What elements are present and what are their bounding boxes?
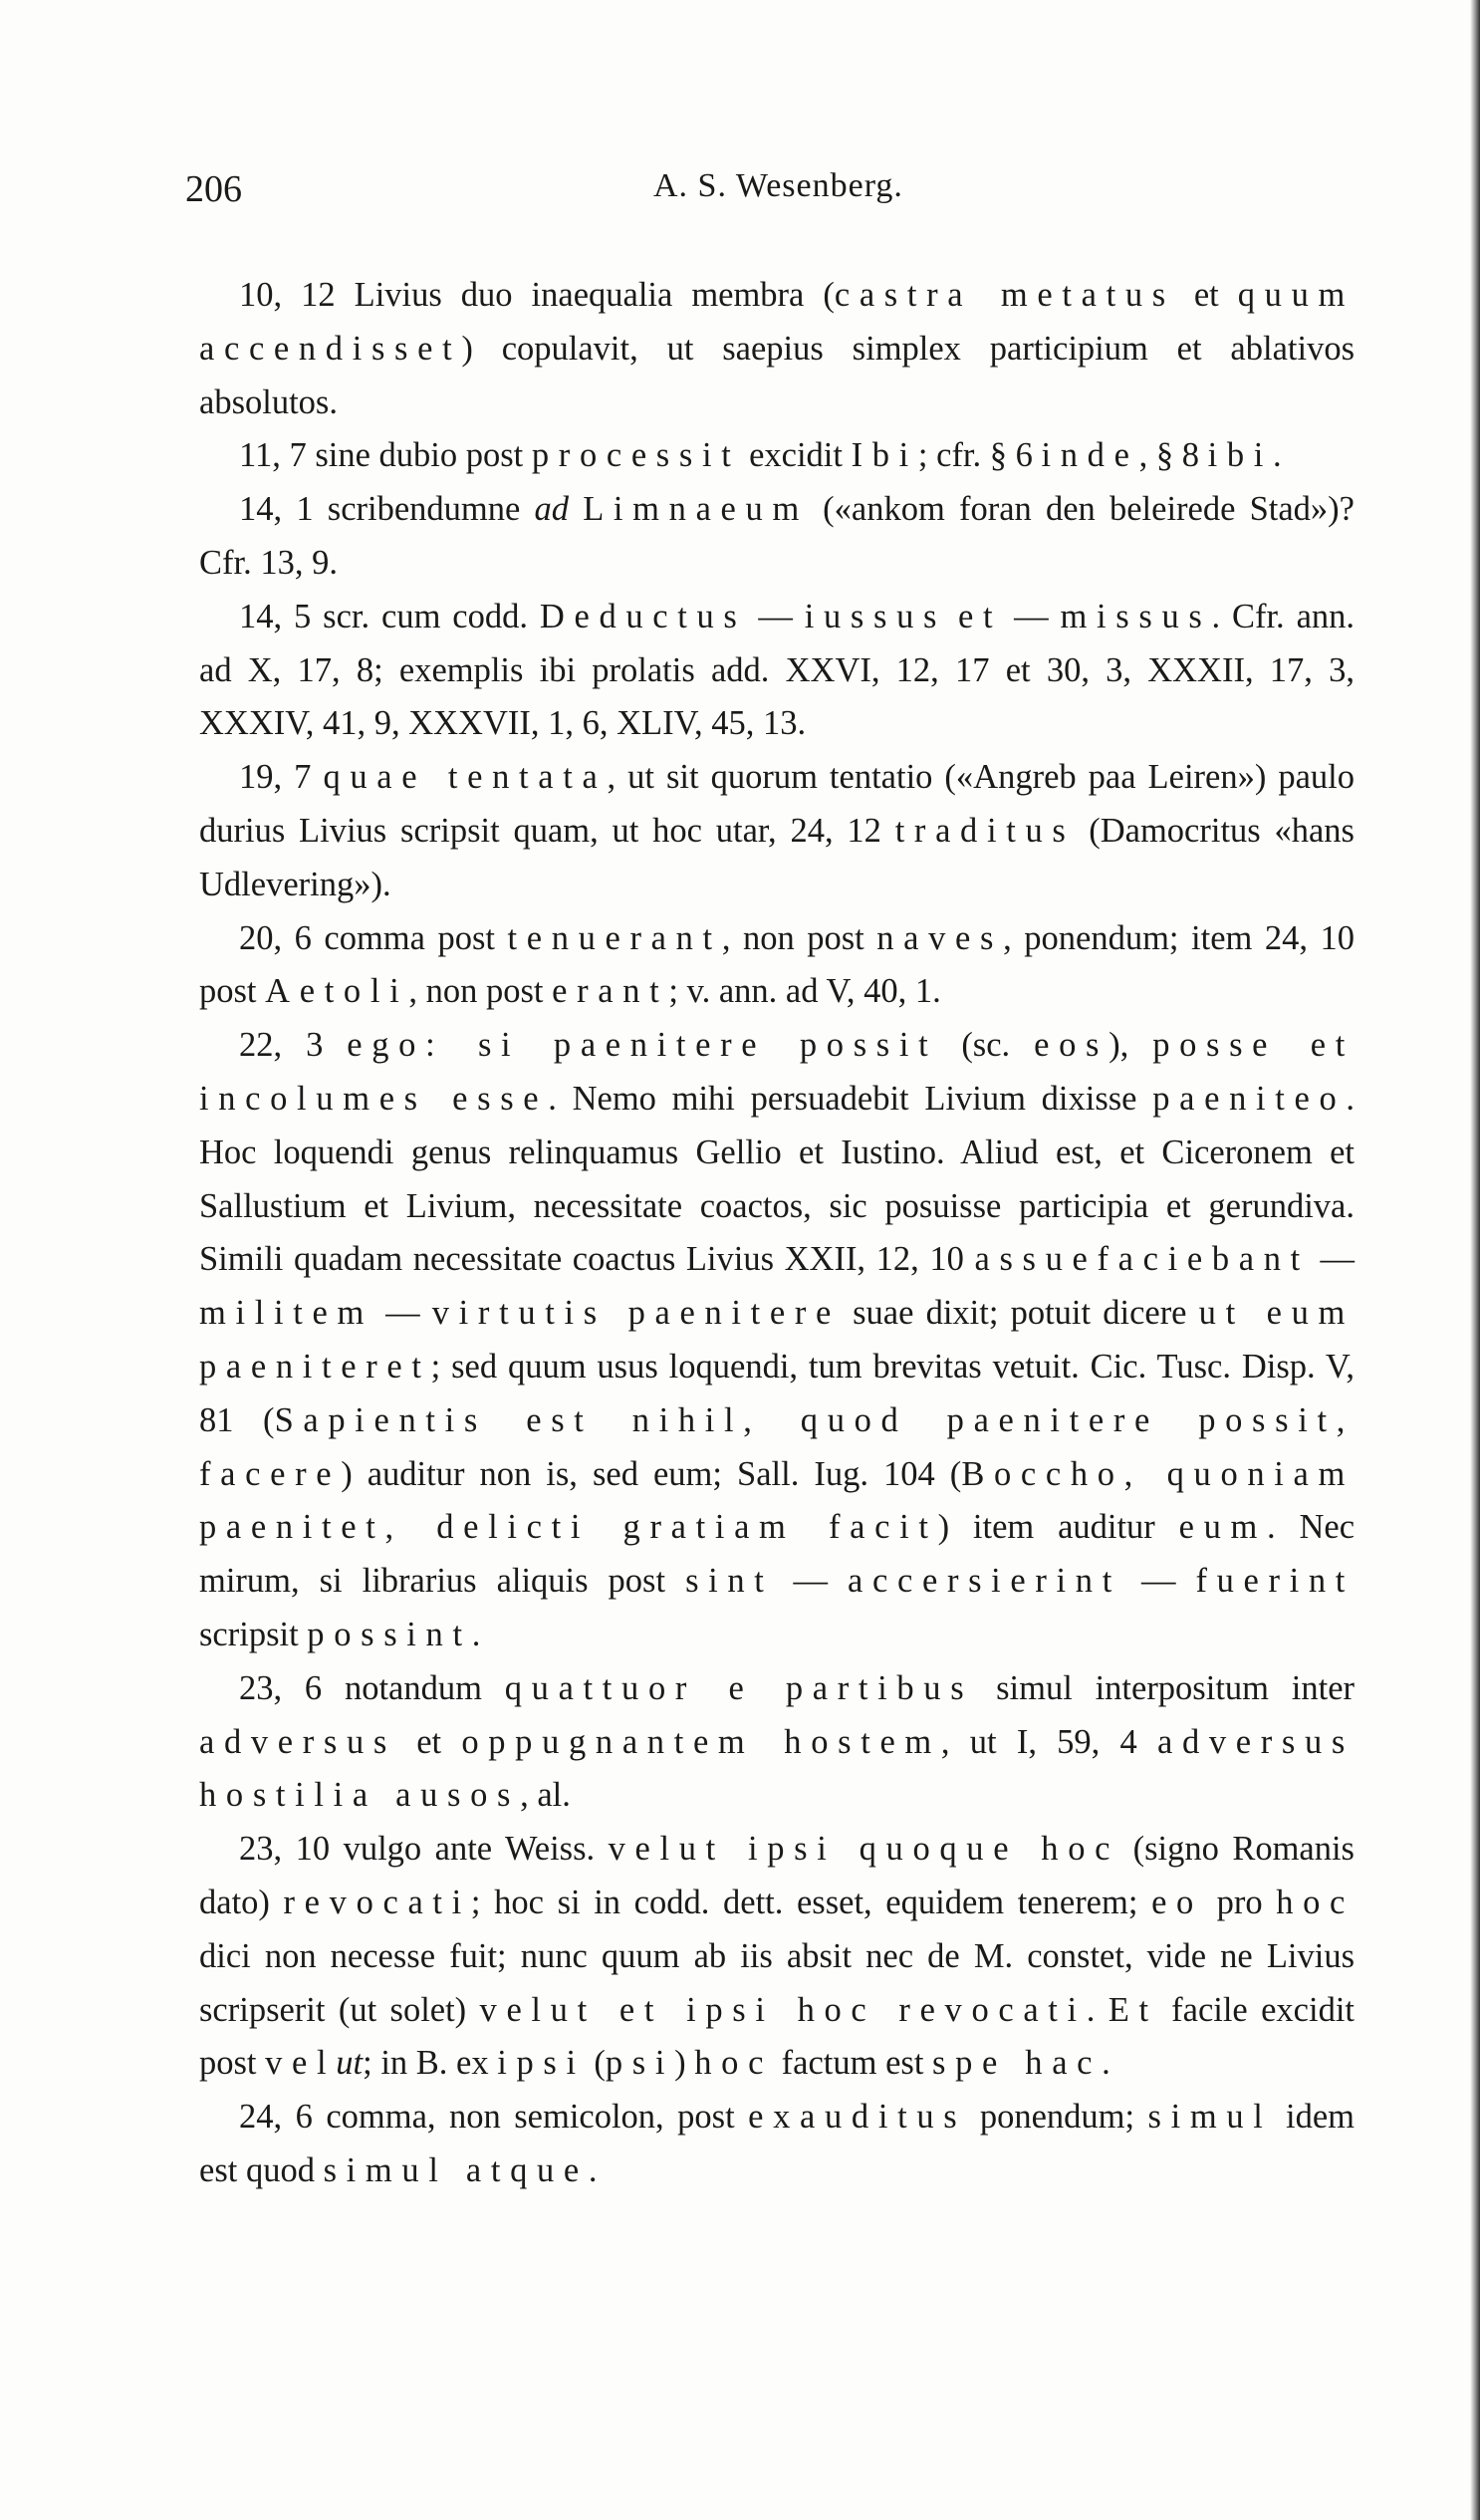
text-run: factum est	[773, 2044, 933, 2083]
text-run: , non post	[408, 972, 553, 1011]
paragraph	[199, 591, 1355, 751]
text-run: —	[1309, 1240, 1355, 1279]
spaced-text: posse et incolumes esse	[199, 1026, 1355, 1118]
italic-text: ut	[336, 2044, 364, 2083]
spaced-text: inde	[1041, 436, 1139, 475]
spaced-text: castra metatus	[834, 276, 1175, 314]
text-run: (sc.	[937, 1026, 1035, 1065]
spaced-text: tenuerant	[507, 918, 722, 957]
spaced-text: quattuor e partibus	[504, 1668, 974, 1707]
text-run: . Nec mirum, si librarius aliquis post	[199, 1508, 1356, 1601]
spaced-text: velut et ipsi hoc revocati	[479, 1990, 1087, 2029]
text-run: (Damocritus «hans Udlevering»).	[199, 811, 1355, 903]
text-run: . Cfr. ann. ad X, 17, 8; exemplis ibi prolatis add. XXVI, 12, 17 et 30, 3, XXXII, 17, 3, XXXIV, 41, 9, XXXVII, 1, 6, XLIV, 45, 13.	[199, 597, 1356, 743]
spaced-text: virtutis paenitere	[431, 1294, 841, 1333]
text-run: . Nemo mihi persuadebit Livium dixisse	[548, 1079, 1153, 1118]
text-run: scripsit	[199, 1615, 308, 1653]
text-run: .	[588, 2150, 598, 2189]
text-run: et	[396, 1722, 462, 1761]
page-number: 206	[185, 168, 242, 210]
text-run	[569, 490, 583, 528]
text-run: 22, 3	[239, 1026, 348, 1065]
text-run: 11, 7 sine dubio post	[239, 436, 532, 475]
spaced-text: erant	[552, 972, 669, 1011]
spaced-text: fuerint	[1195, 1562, 1356, 1601]
text-run: («ankom foran den beleirede Stad»)? Cfr. 13, 9.	[199, 490, 1355, 582]
spaced-text: velut ipsi quoque hoc	[608, 1830, 1120, 1869]
text-run: ; cfr. § 6	[917, 436, 1042, 475]
paragraph	[199, 2091, 1355, 2198]
spaced-text: Deductus	[539, 597, 747, 635]
text-run: 19, 7	[239, 758, 324, 797]
text-run: ; in B. ex	[363, 2044, 498, 2083]
spaced-text: iussus	[804, 597, 947, 635]
paragraph	[199, 751, 1355, 911]
spaced-text: spe hac	[932, 2044, 1103, 2083]
text-run: .	[1272, 436, 1282, 475]
spaced-text: quum accendisset	[199, 276, 1355, 368]
paragraph	[199, 1662, 1355, 1823]
text-run: ; v. ann. ad V, 40, 1.	[668, 972, 941, 1011]
text-run: .	[471, 1615, 481, 1653]
text-run: , al.	[520, 1776, 571, 1815]
text-run: —	[773, 1562, 849, 1601]
spaced-text: possint	[307, 1615, 472, 1653]
spaced-text: assuefaciebant	[974, 1240, 1310, 1279]
spaced-text: naves	[876, 918, 1004, 957]
spaced-text: eum	[1178, 1508, 1268, 1547]
text-run: suae dixit; potuit dicere	[840, 1294, 1199, 1333]
spaced-text: adversus	[199, 1722, 396, 1761]
text-run: 23, 10 vulgo ante Weiss.	[239, 1830, 609, 1869]
page-header	[185, 167, 1351, 217]
spaced-text: Limnaeum	[583, 490, 809, 529]
text-run: ),	[1109, 1026, 1153, 1065]
text-run: , ut sit quorum tentatio («Angreb paa Leiren») paulo durius Livius scripsit quam, ut hoc utar, 24, 12	[199, 758, 1355, 850]
text-run: (signo Romanis dato)	[199, 1830, 1355, 1921]
text-run: , ut I, 59, 4	[940, 1722, 1157, 1761]
spaced-text: sint	[685, 1562, 774, 1601]
text-run: (	[585, 2044, 606, 2083]
spaced-text: Ibi	[851, 436, 918, 475]
text-run: 10, 12 Livius duo inaequalia membra (	[239, 276, 835, 314]
spaced-text: ut eum paeniteret	[199, 1294, 1356, 1386]
text-run: 20, 6 comma post	[239, 918, 508, 957]
text-run: 23, 6 notandum	[239, 1668, 505, 1707]
spaced-text: missus	[1060, 597, 1212, 635]
text-run: .	[1102, 2044, 1110, 2083]
text-run: excidit	[740, 436, 852, 475]
spaced-text: Boccho, quoniam paenitet, delicti gratiam facit	[199, 1454, 1355, 1547]
text-run: et	[1174, 276, 1238, 314]
italic-text: ad	[534, 490, 569, 529]
spaced-text: ibi	[1207, 436, 1273, 475]
text-run: ) auditur non is, sed eum; Sall. Iug. 104 (	[341, 1454, 962, 1493]
spaced-text: et	[958, 597, 1003, 635]
spaced-text: ego: si paenitere possit	[347, 1026, 938, 1065]
text-run: 14, 5 scr. cum codd.	[239, 597, 540, 635]
spaced-text: revocati	[283, 1883, 471, 1921]
paragraph	[199, 483, 1355, 591]
text-run: 24, 6 comma, non semicolon, post	[239, 2098, 749, 2137]
spaced-text: processit	[531, 436, 741, 475]
spaced-text: simul atque	[323, 2150, 589, 2189]
text-run: ; hoc si in codd. dett. esset, equidem tenerem;	[470, 1883, 1152, 1921]
page-edge-shadow	[1470, 0, 1480, 2520]
spaced-text: Et	[1108, 1990, 1158, 2029]
paragraph	[199, 429, 1355, 483]
text-run: , non post	[721, 918, 877, 957]
body-text	[199, 269, 1355, 2198]
spaced-text: accersierint	[848, 1562, 1121, 1601]
spaced-text: ipsi	[497, 2044, 586, 2083]
text-run: 14, 1 scribendumne	[239, 490, 535, 529]
text-run: ) item auditur	[937, 1508, 1179, 1547]
text-run: pro	[1202, 1883, 1277, 1921]
text-run: —	[1120, 1562, 1196, 1601]
spaced-text: hoc	[1276, 1883, 1355, 1921]
spaced-text: eo	[1151, 1883, 1203, 1921]
spaced-text: eos	[1034, 1026, 1110, 1065]
text-run: —	[1002, 597, 1061, 635]
spaced-text: hoc	[694, 2044, 774, 2083]
text-run: simul interpositum inter	[973, 1668, 1355, 1707]
spaced-text: quae tentata	[323, 758, 608, 797]
spaced-text: psi	[605, 2044, 675, 2083]
spaced-text: Sapientis est nihil, quod paenitere possit, facere	[199, 1400, 1355, 1493]
spaced-text: adversus hostilia ausos	[199, 1722, 1355, 1815]
text-run: ponendum;	[966, 2098, 1148, 2137]
text-run: —	[372, 1294, 432, 1333]
text-run: , ponendum; item 24, 10 post	[199, 918, 1356, 1011]
text-run: idem est quod	[199, 2098, 1356, 2189]
spaced-text: Aetoli	[265, 972, 409, 1011]
text-run: facile excidit post	[199, 1990, 1355, 2083]
text-run: —	[746, 597, 805, 635]
spaced-text: paeniteo	[1152, 1079, 1347, 1118]
paragraph	[199, 1019, 1355, 1662]
spaced-text: militem	[199, 1294, 373, 1333]
paragraph	[199, 269, 1355, 429]
text-run: )	[674, 2044, 695, 2083]
text-run: dici non necesse fuit; nunc quum ab iis absit nec de M. constet, vide ne Livius scripserit (ut solet)	[199, 1936, 1355, 2029]
text-run: , § 8	[1138, 436, 1208, 475]
paragraph	[199, 912, 1355, 1020]
spaced-text: oppugnantem hostem	[461, 1722, 941, 1761]
spaced-text: traditus	[894, 811, 1076, 850]
text-run	[946, 598, 958, 635]
text-run: . Hoc loquendi genus relinquamus Gellio et Iustino. Aliud est, et Ciceronem et Sallustium et Livium, necessitate coactos, sic posuisse participia et gerundiva. Simili quadam necessitate coactus Livius XXII, 12, 10	[199, 1079, 1355, 1279]
text-run: ) copulavit, ut saepius simplex participium et ablativos absolutos.	[199, 329, 1355, 421]
running-head: A. S. Wesenberg.	[653, 167, 903, 204]
spaced-text: vel	[265, 2044, 337, 2083]
text-run: .	[1086, 1990, 1109, 2029]
paragraph	[199, 1823, 1355, 2091]
spaced-text: simul	[1147, 2098, 1273, 2137]
spaced-text: exauditus	[748, 2098, 967, 2137]
text-run: ; sed quum usus loquendi, tum brevitas vetuit. Cic. Tusc. Disp. V, 81 (	[199, 1347, 1355, 1439]
